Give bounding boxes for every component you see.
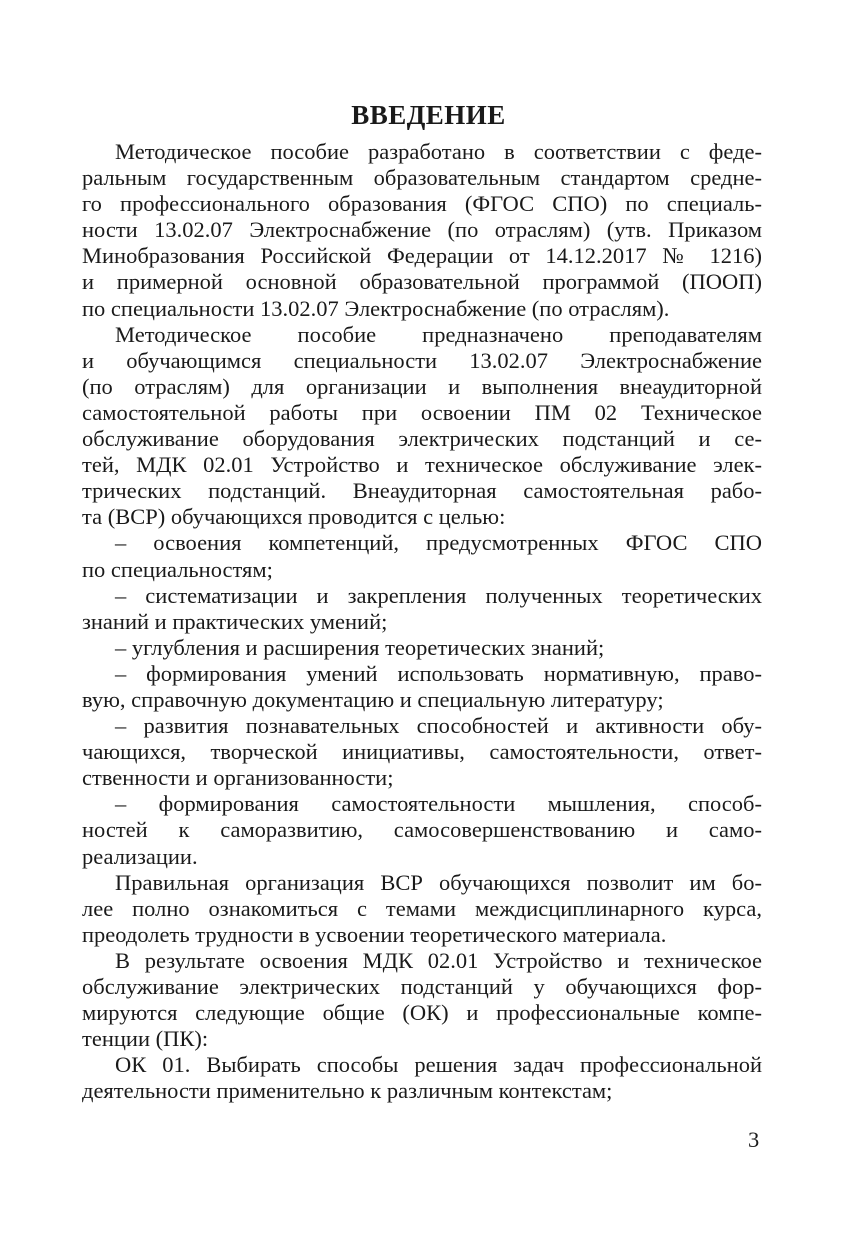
text-line: – систематизации и закрепления полученных теоретических [115, 582, 762, 608]
text-line: и обучающимся специальности 13.02.07 Электроснабжение [82, 347, 762, 373]
text-line: – развития познавательных способностей и активности обу- [115, 713, 762, 739]
text-line: тенции (ПК): [82, 1026, 209, 1052]
text-line: мируются следующие общие (ОК) и профессиональные компе- [82, 1000, 762, 1026]
text-line: самостоятельной работы при освоении ПМ 02 Техническое [82, 399, 762, 425]
paragraph [82, 1052, 762, 1104]
text-line: и примерной основной образовательной программой (ПООП) [82, 269, 762, 295]
text-line: ственности и организованности; [82, 765, 394, 791]
text-line: – углубления и расширения теоретических знаний; [115, 634, 605, 660]
text-line: ностей к саморазвитию, самосовершенствованию и само- [82, 817, 762, 843]
paragraph [82, 139, 762, 322]
text-line: преодолеть трудности в усвоении теоретического материала. [82, 921, 667, 947]
paragraph [82, 530, 762, 582]
section-title: ВВЕДЕНИЕ [351, 100, 506, 130]
page-number: 3 [748, 1127, 760, 1152]
text-line: обслуживание оборудования электрических подстанций и се- [82, 426, 762, 452]
paragraph [82, 635, 762, 661]
text-line: (по отраслям) для организации и выполнения внеаудиторной [82, 373, 762, 399]
text-line: Методическое пособие разработано в соответствии с феде- [115, 139, 762, 164]
text-line: лее полно ознакомиться с темами междисциплинарного курса, [82, 895, 762, 921]
paragraph [82, 791, 762, 869]
text-line: знаний и практических умений; [82, 608, 388, 634]
text-line: – формирования самостоятельности мышления, способ- [115, 791, 762, 817]
text-line: вую, справочную документацию и специальную литературу; [82, 686, 664, 712]
text-line: реализации. [82, 843, 198, 869]
paragraph [82, 322, 762, 531]
paragraph [82, 713, 762, 791]
text-line: Правильная организация ВСР обучающихся позволит им бо- [115, 869, 762, 895]
text-line: ральным государственным образовательным стандартом средне- [82, 165, 762, 191]
paragraph [82, 948, 762, 1052]
text-line: та (ВСР) обучающихся проводится с целью: [82, 504, 506, 530]
text-line: обслуживание электрических подстанций у обучающихся фор- [82, 974, 762, 999]
text-line: по специальности 13.02.07 Электроснабжение (по отраслям). [82, 295, 670, 321]
text-line: ности 13.02.07 Электроснабжение (по отраслям) (утв. Приказом [82, 217, 762, 243]
paragraph [82, 870, 762, 948]
document-body [82, 139, 762, 1104]
text-line: тей, МДК 02.01 Устройство и техническое обслуживание элек- [82, 452, 762, 478]
text-line: – освоения компетенций, предусмотренных ФГОС СПО [115, 530, 762, 556]
text-line: – формирования умений использовать нормативную, право- [115, 660, 762, 686]
text-line: В результате освоения МДК 02.01 Устройство и техническое [115, 947, 762, 973]
text-line: трических подстанций. Внеаудиторная самостоятельная рабо- [82, 478, 762, 504]
paragraph [82, 661, 762, 713]
paragraph [82, 583, 762, 635]
text-line: по специальностям; [82, 556, 273, 582]
text-line: го профессионального образования (ФГОС СПО) по специаль- [82, 191, 762, 217]
text-line: ОК 01. Выбирать способы решения задач профессиональной [115, 1052, 762, 1078]
text-line: деятельности применительно к различным контекстам; [82, 1078, 613, 1104]
text-line: Методическое пособие предназначено преподавателям [115, 321, 762, 347]
text-line: Минобразования Российской Федерации от 14.12.2017 № 1216) [82, 243, 762, 269]
text-line: чающихся, творческой инициативы, самостоятельности, ответ- [82, 739, 762, 765]
